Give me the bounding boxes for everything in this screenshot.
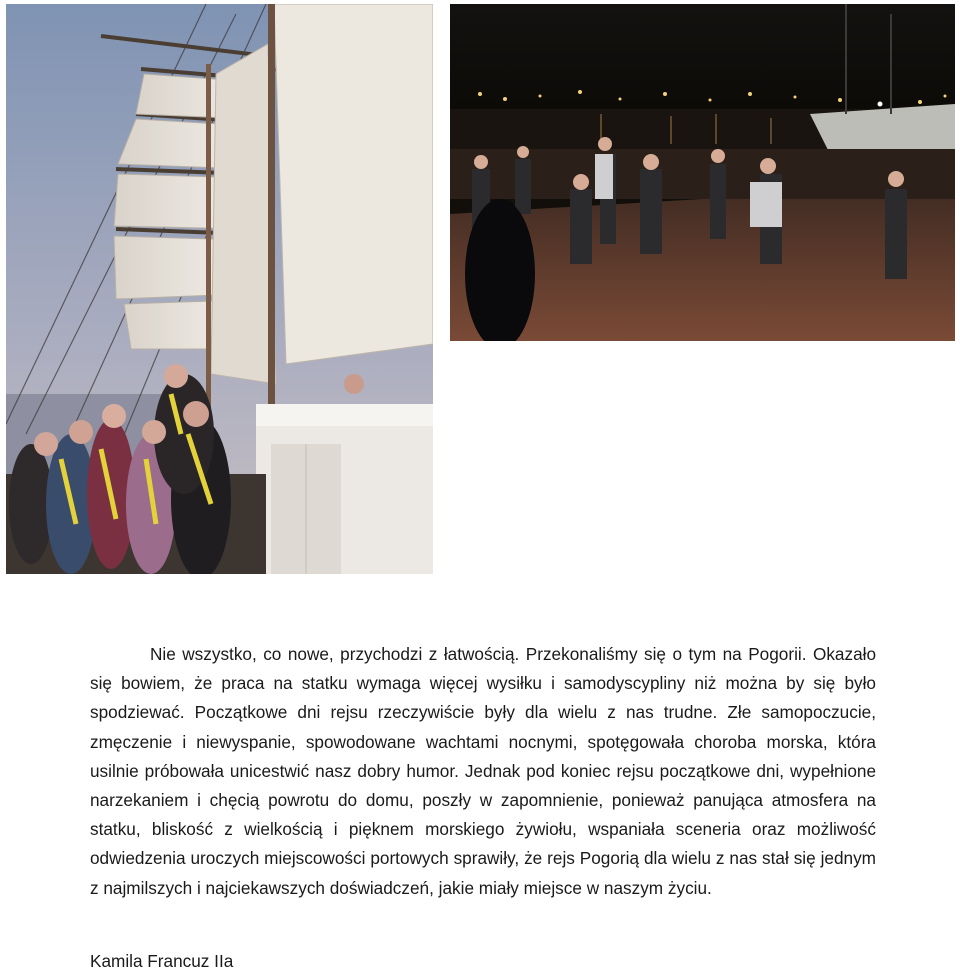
article-body bbox=[90, 640, 876, 903]
ship-crew-photo bbox=[6, 4, 433, 574]
author-signature: Kamila Francuz IIa bbox=[90, 951, 234, 971]
article-paragraph: Nie wszystko, co nowe, przychodzi z łatwością. Przekonaliśmy się o tym na Pogorii. Okazało się bowiem, że praca na statku wymaga więcej wysiłku i samodyscypliny niż można by się było spodziewać. Początkowe dni rejsu rzeczywiście były dla wielu z nas trudne. Złe samopoczucie, zmęczenie i niewyspanie, spowodowane wachtami nocnymi, spotęgowała choroba morska, która usilnie próbowała unicestwić nasz dobry humor. Jednak pod koniec rejsu początkowe dni, wypełnione narzekaniem i chęcią powrotu do domu, poszły w zapomnienie, ponieważ panująca atmosfera na statku, bliskość z wielkością i pięknem morskiego żywiołu, wspaniała sceneria oraz możliwość odwiedzenia uroczych miejscowości portowych sprawiły, że rejs Pogorią dla wielu z nas stał się jednym z najmilszych i najciekawszych doświadczeń, jakie miały miejsce w naszym życiu. bbox=[90, 644, 876, 898]
night-harbour-photo bbox=[450, 4, 955, 341]
ship-crew-illustration bbox=[6, 4, 433, 574]
night-harbour-illustration bbox=[450, 4, 955, 341]
